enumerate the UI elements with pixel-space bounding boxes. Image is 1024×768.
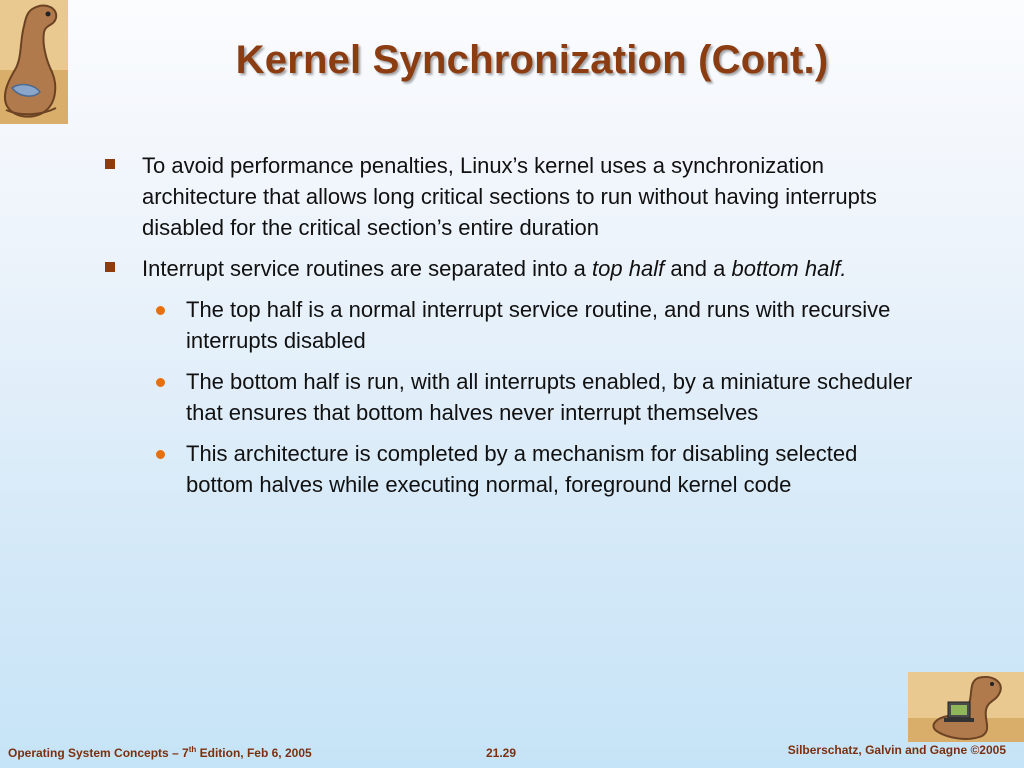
sub-bullet-text: The bottom half is run, with all interrupts enabled, by a miniature scheduler that ensures that bottom halves never interrupt themselves	[186, 369, 913, 425]
sub-bullet-text: This architecture is completed by a mechanism for disabling selected bottom halves while executing normal, foreground kernel code	[186, 441, 858, 497]
bullet-item	[100, 150, 920, 243]
slide-content	[100, 150, 920, 510]
round-bullet-icon	[156, 378, 165, 387]
square-bullet-icon	[105, 159, 115, 169]
bullet-text-mid: and a	[664, 256, 732, 281]
dinosaur-computer-icon	[908, 672, 1024, 742]
footer-page-number: 21.29	[486, 746, 517, 760]
square-bullet-icon	[105, 262, 115, 272]
term-bottom-half: bottom half.	[731, 256, 847, 281]
sub-bullet-text: The top half is a normal interrupt service routine, and runs with recursive interrupts disabled	[186, 297, 891, 353]
bullet-text-prefix: Interrupt service routines are separated into a	[142, 256, 593, 281]
term-top-half: top half	[592, 256, 665, 281]
slide-title: Kernel Synchronization (Cont.)	[235, 38, 829, 82]
sub-bullet-item	[100, 366, 920, 428]
bullet-item	[100, 253, 920, 284]
round-bullet-icon	[156, 450, 165, 459]
round-bullet-icon	[156, 306, 165, 315]
footer-course-title: Operating System Concepts – 7th Edition, Feb 6, 2005	[8, 745, 312, 760]
footer-copyright: Silberschatz, Galvin and Gagne ©2005	[787, 743, 1006, 757]
bullet-text: To avoid performance penalties, Linux’s kernel uses a synchronization architecture that allows long critical sections to run without having interrupts disabled for the critical section’s entire duration	[142, 153, 877, 240]
sub-bullet-item	[100, 294, 920, 356]
sub-bullet-item	[100, 438, 920, 500]
